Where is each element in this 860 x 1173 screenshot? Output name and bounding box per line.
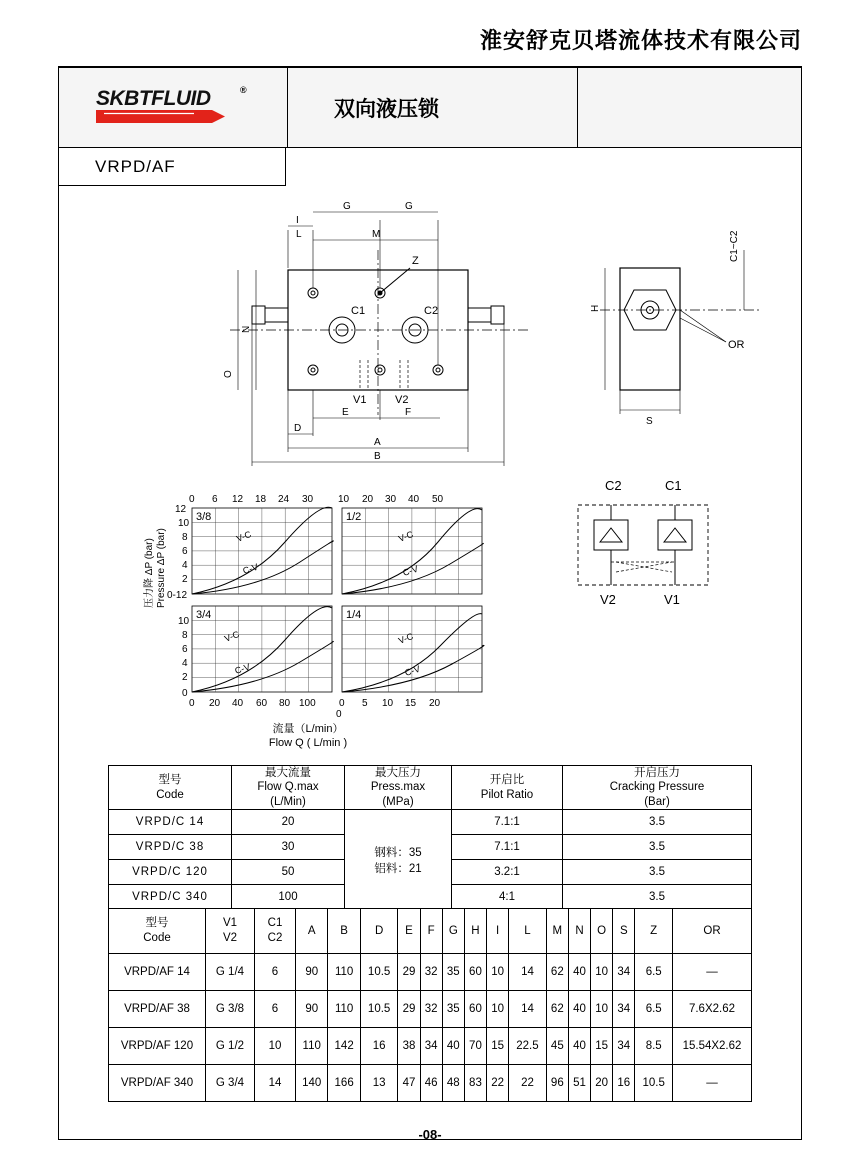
dim-H: 60 bbox=[464, 954, 486, 991]
dim-I: 15 bbox=[487, 1028, 509, 1065]
svg-text:12: 12 bbox=[175, 504, 187, 515]
svg-text:1/4: 1/4 bbox=[346, 609, 362, 621]
dim-Z: 8.5 bbox=[635, 1028, 673, 1065]
svg-text:N: N bbox=[241, 325, 252, 333]
svg-text:20: 20 bbox=[209, 698, 221, 709]
dim-B: 142 bbox=[328, 1028, 360, 1065]
dim-M: 62 bbox=[546, 954, 568, 991]
svg-text:V-C: V-C bbox=[397, 630, 415, 646]
dim-O: 10 bbox=[591, 954, 613, 991]
svg-text:40: 40 bbox=[408, 494, 420, 505]
dim-header-ports: V1 V2 bbox=[206, 909, 255, 954]
drawing-svg bbox=[60, 190, 800, 760]
svg-text:L: L bbox=[296, 229, 302, 240]
svg-text:80: 80 bbox=[279, 698, 291, 709]
svg-text:0: 0 bbox=[339, 698, 345, 709]
svg-text:V-C: V-C bbox=[223, 628, 241, 644]
spec-header-flow: 最大流量 Flow Q.max (L/Min) bbox=[232, 766, 345, 810]
dim-L: 22.5 bbox=[509, 1028, 547, 1065]
svg-text:V2: V2 bbox=[395, 394, 409, 406]
dim-header-L: L bbox=[509, 909, 547, 954]
page-number: -08- bbox=[418, 1127, 442, 1142]
dim-port: G 1/2 bbox=[206, 1028, 255, 1065]
dim-OR: 7.6X2.62 bbox=[673, 991, 752, 1028]
svg-text:8: 8 bbox=[182, 532, 188, 543]
dim-header-code: 型号 Code bbox=[109, 909, 206, 954]
dim-code: VRPD/AF 120 bbox=[109, 1028, 206, 1065]
dim-A: 90 bbox=[296, 991, 328, 1028]
svg-text:4: 4 bbox=[182, 658, 188, 669]
svg-text:C2: C2 bbox=[605, 478, 622, 493]
svg-text:24: 24 bbox=[278, 494, 290, 505]
dimension-table bbox=[108, 908, 752, 1102]
svg-text:V-C: V-C bbox=[235, 528, 253, 544]
dim-D: 16 bbox=[360, 1028, 398, 1065]
dim-G: 48 bbox=[442, 1065, 464, 1102]
svg-text:V-C: V-C bbox=[397, 528, 415, 544]
dim-S: 34 bbox=[613, 954, 635, 991]
svg-text:10: 10 bbox=[178, 518, 190, 529]
svg-text:V1: V1 bbox=[353, 394, 367, 406]
svg-text:E: E bbox=[342, 407, 349, 418]
dim-c: 6 bbox=[255, 991, 296, 1028]
dim-header-F: F bbox=[420, 909, 442, 954]
svg-text:OR: OR bbox=[728, 339, 745, 351]
dim-OR: 15.54X2.62 bbox=[673, 1028, 752, 1065]
svg-text:20: 20 bbox=[429, 698, 441, 709]
svg-text:流量（L/min）: 流量（L/min） bbox=[272, 723, 344, 735]
dim-Z: 10.5 bbox=[635, 1065, 673, 1102]
dim-E: 38 bbox=[398, 1028, 420, 1065]
svg-text:H: H bbox=[590, 304, 601, 312]
svg-text:0: 0 bbox=[189, 698, 195, 709]
dim-port: G 1/4 bbox=[206, 954, 255, 991]
dim-D: 10.5 bbox=[360, 954, 398, 991]
dim-I: 22 bbox=[487, 1065, 509, 1102]
logo bbox=[88, 85, 258, 131]
spec-cracking: 3.5 bbox=[563, 860, 752, 885]
spec-ratio: 7.1:1 bbox=[452, 810, 563, 835]
table-row bbox=[109, 810, 752, 835]
dim-N: 40 bbox=[568, 991, 590, 1028]
dim-S: 16 bbox=[613, 1065, 635, 1102]
svg-text:0: 0 bbox=[182, 688, 188, 699]
dim-header-Z: Z bbox=[635, 909, 673, 954]
dim-A: 110 bbox=[296, 1028, 328, 1065]
title-spacer bbox=[578, 68, 801, 147]
dim-port: G 3/8 bbox=[206, 991, 255, 1028]
svg-text:A: A bbox=[374, 437, 381, 448]
spec-code: VRPD/C 38 bbox=[109, 835, 232, 860]
dim-D: 10.5 bbox=[360, 991, 398, 1028]
spec-cracking: 3.5 bbox=[563, 885, 752, 910]
svg-text:2: 2 bbox=[182, 672, 188, 683]
dim-B: 166 bbox=[328, 1065, 360, 1102]
svg-text:Flow Q ( L/min ): Flow Q ( L/min ) bbox=[268, 737, 348, 749]
dim-A: 140 bbox=[296, 1065, 328, 1102]
svg-text:C1~C2: C1~C2 bbox=[729, 230, 740, 262]
dim-code: VRPD/AF 14 bbox=[109, 954, 206, 991]
spec-header-press: 最大压力 Press.max (MPa) bbox=[345, 766, 452, 810]
svg-text:C-V: C-V bbox=[241, 561, 260, 576]
svg-text:0: 0 bbox=[189, 494, 195, 505]
dim-M: 96 bbox=[546, 1065, 568, 1102]
dim-L: 22 bbox=[509, 1065, 547, 1102]
dim-header-OR: OR bbox=[673, 909, 752, 954]
spec-press-max: 钢料：35 铝料：21 bbox=[345, 810, 452, 910]
dim-I: 10 bbox=[487, 991, 509, 1028]
svg-text:压力降 ΔP (bar): 压力降 ΔP (bar) bbox=[144, 538, 155, 608]
dim-header-H: H bbox=[464, 909, 486, 954]
dim-c: 14 bbox=[255, 1065, 296, 1102]
svg-text:4: 4 bbox=[182, 560, 188, 571]
svg-text:Pressure ΔP (bar): Pressure ΔP (bar) bbox=[156, 528, 167, 608]
dim-G: 35 bbox=[442, 991, 464, 1028]
dim-I: 10 bbox=[487, 954, 509, 991]
dim-F: 34 bbox=[420, 1028, 442, 1065]
svg-text:C1: C1 bbox=[351, 305, 366, 317]
svg-text:3/8: 3/8 bbox=[196, 511, 212, 523]
dim-header-E: E bbox=[398, 909, 420, 954]
svg-text:5: 5 bbox=[362, 698, 368, 709]
dim-c: 6 bbox=[255, 954, 296, 991]
spec-code: VRPD/C 14 bbox=[109, 810, 232, 835]
svg-text:6: 6 bbox=[212, 494, 218, 505]
dim-table-header-row bbox=[109, 909, 752, 954]
dim-header-S: S bbox=[613, 909, 635, 954]
svg-text:3/4: 3/4 bbox=[196, 609, 212, 621]
dim-O: 20 bbox=[591, 1065, 613, 1102]
spec-header-ratio: 开启比 Pilot Ratio bbox=[452, 766, 563, 810]
dim-N: 40 bbox=[568, 1028, 590, 1065]
svg-text:O: O bbox=[223, 370, 234, 378]
product-title: 双向液压锁 bbox=[288, 68, 578, 147]
dim-A: 90 bbox=[296, 954, 328, 991]
svg-text:6: 6 bbox=[182, 644, 188, 655]
dim-header-O: O bbox=[591, 909, 613, 954]
logo-text: SKBTFLUID bbox=[96, 86, 211, 110]
logo-cell bbox=[59, 68, 288, 147]
table-row bbox=[109, 954, 752, 991]
dim-OR: — bbox=[673, 1065, 752, 1102]
dim-F: 32 bbox=[420, 991, 442, 1028]
spec-ratio: 7.1:1 bbox=[452, 835, 563, 860]
svg-text:B: B bbox=[374, 451, 381, 462]
dim-G: 35 bbox=[442, 954, 464, 991]
dim-header-I: I bbox=[487, 909, 509, 954]
svg-text:M: M bbox=[372, 229, 381, 240]
spec-flow: 100 bbox=[232, 885, 345, 910]
dim-N: 51 bbox=[568, 1065, 590, 1102]
svg-text:6: 6 bbox=[182, 546, 188, 557]
svg-text:30: 30 bbox=[302, 494, 314, 505]
dim-E: 29 bbox=[398, 991, 420, 1028]
dim-S: 34 bbox=[613, 1028, 635, 1065]
dim-port: G 3/4 bbox=[206, 1065, 255, 1102]
svg-text:10: 10 bbox=[338, 494, 350, 505]
dim-E: 29 bbox=[398, 954, 420, 991]
svg-text:0: 0 bbox=[336, 709, 342, 720]
svg-text:30: 30 bbox=[385, 494, 397, 505]
table-row bbox=[109, 1065, 752, 1102]
dim-L: 14 bbox=[509, 991, 547, 1028]
svg-text:40: 40 bbox=[232, 698, 244, 709]
spec-header-cracking: 开启压力 Cracking Pressure (Bar) bbox=[563, 766, 752, 810]
company-name: 淮安舒克贝塔流体技术有限公司 bbox=[479, 28, 802, 53]
dim-OR: — bbox=[673, 954, 752, 991]
spec-table-header-row bbox=[109, 766, 752, 810]
svg-text:2: 2 bbox=[182, 574, 188, 585]
dim-G: 40 bbox=[442, 1028, 464, 1065]
svg-text:10: 10 bbox=[382, 698, 394, 709]
dim-F: 32 bbox=[420, 954, 442, 991]
model-code: VRPD/AF bbox=[58, 148, 286, 186]
dim-M: 45 bbox=[546, 1028, 568, 1065]
table-row bbox=[109, 1028, 752, 1065]
svg-text:V1: V1 bbox=[664, 592, 680, 607]
spec-code: VRPD/C 340 bbox=[109, 885, 232, 910]
svg-text:C-V: C-V bbox=[233, 661, 252, 676]
dim-c: 10 bbox=[255, 1028, 296, 1065]
svg-text:C2: C2 bbox=[424, 305, 439, 317]
technical-drawing bbox=[60, 190, 800, 760]
logo-arrow-icon bbox=[94, 109, 226, 124]
dim-code: VRPD/AF 38 bbox=[109, 991, 206, 1028]
svg-text:60: 60 bbox=[256, 698, 268, 709]
spec-cracking: 3.5 bbox=[563, 810, 752, 835]
dim-B: 110 bbox=[328, 954, 360, 991]
dim-L: 14 bbox=[509, 954, 547, 991]
spec-flow: 20 bbox=[232, 810, 345, 835]
svg-text:18: 18 bbox=[255, 494, 267, 505]
spec-ratio: 4:1 bbox=[452, 885, 563, 910]
svg-text:C-V: C-V bbox=[403, 663, 422, 678]
dim-H: 60 bbox=[464, 991, 486, 1028]
dim-Z: 6.5 bbox=[635, 954, 673, 991]
svg-text:100: 100 bbox=[299, 698, 316, 709]
dim-header-M: M bbox=[546, 909, 568, 954]
title-block bbox=[58, 68, 802, 148]
svg-text:S: S bbox=[646, 416, 653, 427]
dim-S: 34 bbox=[613, 991, 635, 1028]
svg-text:50: 50 bbox=[432, 494, 444, 505]
svg-text:F: F bbox=[405, 407, 412, 418]
logo-registered-mark: ® bbox=[240, 84, 247, 95]
table-row bbox=[109, 991, 752, 1028]
dim-code: VRPD/AF 340 bbox=[109, 1065, 206, 1102]
dim-header-G: G bbox=[442, 909, 464, 954]
spec-ratio: 3.2:1 bbox=[452, 860, 563, 885]
dim-N: 40 bbox=[568, 954, 590, 991]
dim-header-B: B bbox=[328, 909, 360, 954]
svg-text:10: 10 bbox=[178, 616, 190, 627]
dim-M: 62 bbox=[546, 991, 568, 1028]
svg-text:V2: V2 bbox=[600, 592, 616, 607]
spec-flow: 50 bbox=[232, 860, 345, 885]
dim-F: 46 bbox=[420, 1065, 442, 1102]
spec-header-code: 型号 Code bbox=[109, 766, 232, 810]
spec-cracking: 3.5 bbox=[563, 835, 752, 860]
svg-text:G: G bbox=[405, 201, 413, 212]
dim-D: 13 bbox=[360, 1065, 398, 1102]
svg-text:8: 8 bbox=[182, 630, 188, 641]
dim-header-A: A bbox=[296, 909, 328, 954]
dim-Z: 6.5 bbox=[635, 991, 673, 1028]
dim-H: 70 bbox=[464, 1028, 486, 1065]
dim-header-D: D bbox=[360, 909, 398, 954]
svg-text:15: 15 bbox=[405, 698, 417, 709]
dim-header-ports2: C1 C2 bbox=[255, 909, 296, 954]
svg-text:D: D bbox=[294, 423, 302, 434]
svg-text:1/2: 1/2 bbox=[346, 511, 362, 523]
dim-O: 15 bbox=[591, 1028, 613, 1065]
svg-text:12: 12 bbox=[232, 494, 244, 505]
spec-flow: 30 bbox=[232, 835, 345, 860]
dim-O: 10 bbox=[591, 991, 613, 1028]
svg-text:G: G bbox=[343, 201, 351, 212]
dim-H: 83 bbox=[464, 1065, 486, 1102]
dim-header-N: N bbox=[568, 909, 590, 954]
svg-text:20: 20 bbox=[362, 494, 374, 505]
svg-text:0-12: 0-12 bbox=[167, 590, 188, 601]
svg-text:C-V: C-V bbox=[401, 563, 420, 578]
svg-text:C1: C1 bbox=[665, 478, 682, 493]
dim-B: 110 bbox=[328, 991, 360, 1028]
svg-text:I: I bbox=[296, 215, 299, 226]
svg-text:Z: Z bbox=[412, 255, 419, 267]
spec-table bbox=[108, 765, 752, 910]
spec-code: VRPD/C 120 bbox=[109, 860, 232, 885]
dim-E: 47 bbox=[398, 1065, 420, 1102]
